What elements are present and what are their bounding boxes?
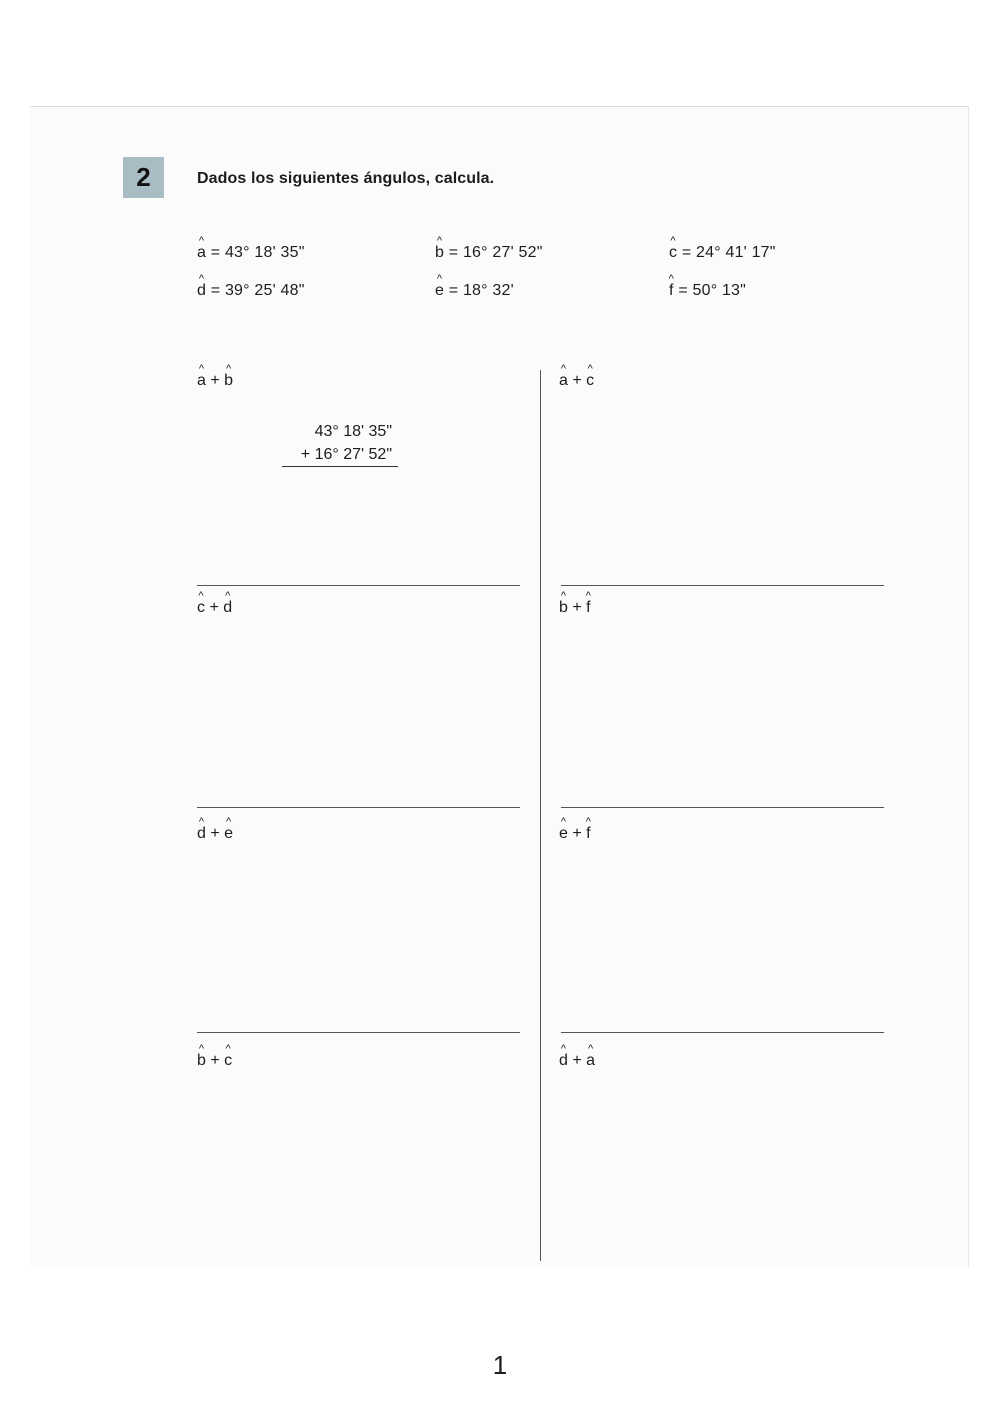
page-number: 1 [492,1350,508,1380]
cell-label-b-plus-c: ^ b + ^ c [197,1043,233,1069]
cell-label-e-plus-f: ^ e + ^ f [559,816,591,842]
angle-f-symbol: ^ f [668,273,675,299]
grid-divider-row2-right [561,807,884,808]
angle-b-value: = 16° 27' 52" [448,244,543,261]
grid-divider-row2-left [197,807,520,808]
angle-a-value: = 43° 18' 35" [210,244,305,261]
angle-a-symbol: ^ a [197,235,207,261]
angle-c-definition [669,235,776,262]
grid-divider-row1-left [197,585,520,586]
angle-d-definition [197,273,305,300]
cell-label-d-plus-e: ^ d + ^ e [197,816,234,842]
angle-c-symbol: ^ c [669,235,678,261]
cell-label-a-plus-b: ^ a + ^ b [197,363,234,389]
angle-b-symbol: ^ b [435,235,445,261]
example-addend-1: 43° 18' 35" [314,423,392,440]
angle-d-symbol: ^ d [197,273,207,299]
grid-divider-row1-right [561,585,884,586]
angle-c-value: = 24° 41' 17" [681,244,776,261]
cell-label-b-plus-f: ^ b + ^ f [559,590,591,616]
angle-a-definition [197,235,305,262]
angle-d-value: = 39° 25' 48" [210,282,305,299]
cell-label-c-plus-d: ^ c + ^ d [197,590,233,616]
angle-e-value: = 18° 32' [448,282,514,299]
exercise-instruction: Dados los siguientes ángulos, calcula. [197,170,495,187]
angle-e-definition [435,273,514,300]
angle-f-definition [668,273,747,300]
example-addend-2: + 16° 27' 52" [300,446,392,463]
exercise-number-badge: 2 [123,157,164,198]
worksheet-page [30,106,969,1267]
angle-b-definition [435,235,543,262]
example-addition [282,420,398,467]
cell-label-a-plus-c: ^ a + ^ c [559,363,595,389]
grid-vertical-divider [540,370,541,1261]
grid-divider-row3-right [561,1032,884,1033]
example-sum-line [282,466,398,467]
angle-f-value: = 50° 13" [678,282,747,299]
angle-e-symbol: ^ e [435,273,445,299]
cell-label-d-plus-a: ^ d + ^ a [559,1043,596,1069]
grid-divider-row3-left [197,1032,520,1033]
